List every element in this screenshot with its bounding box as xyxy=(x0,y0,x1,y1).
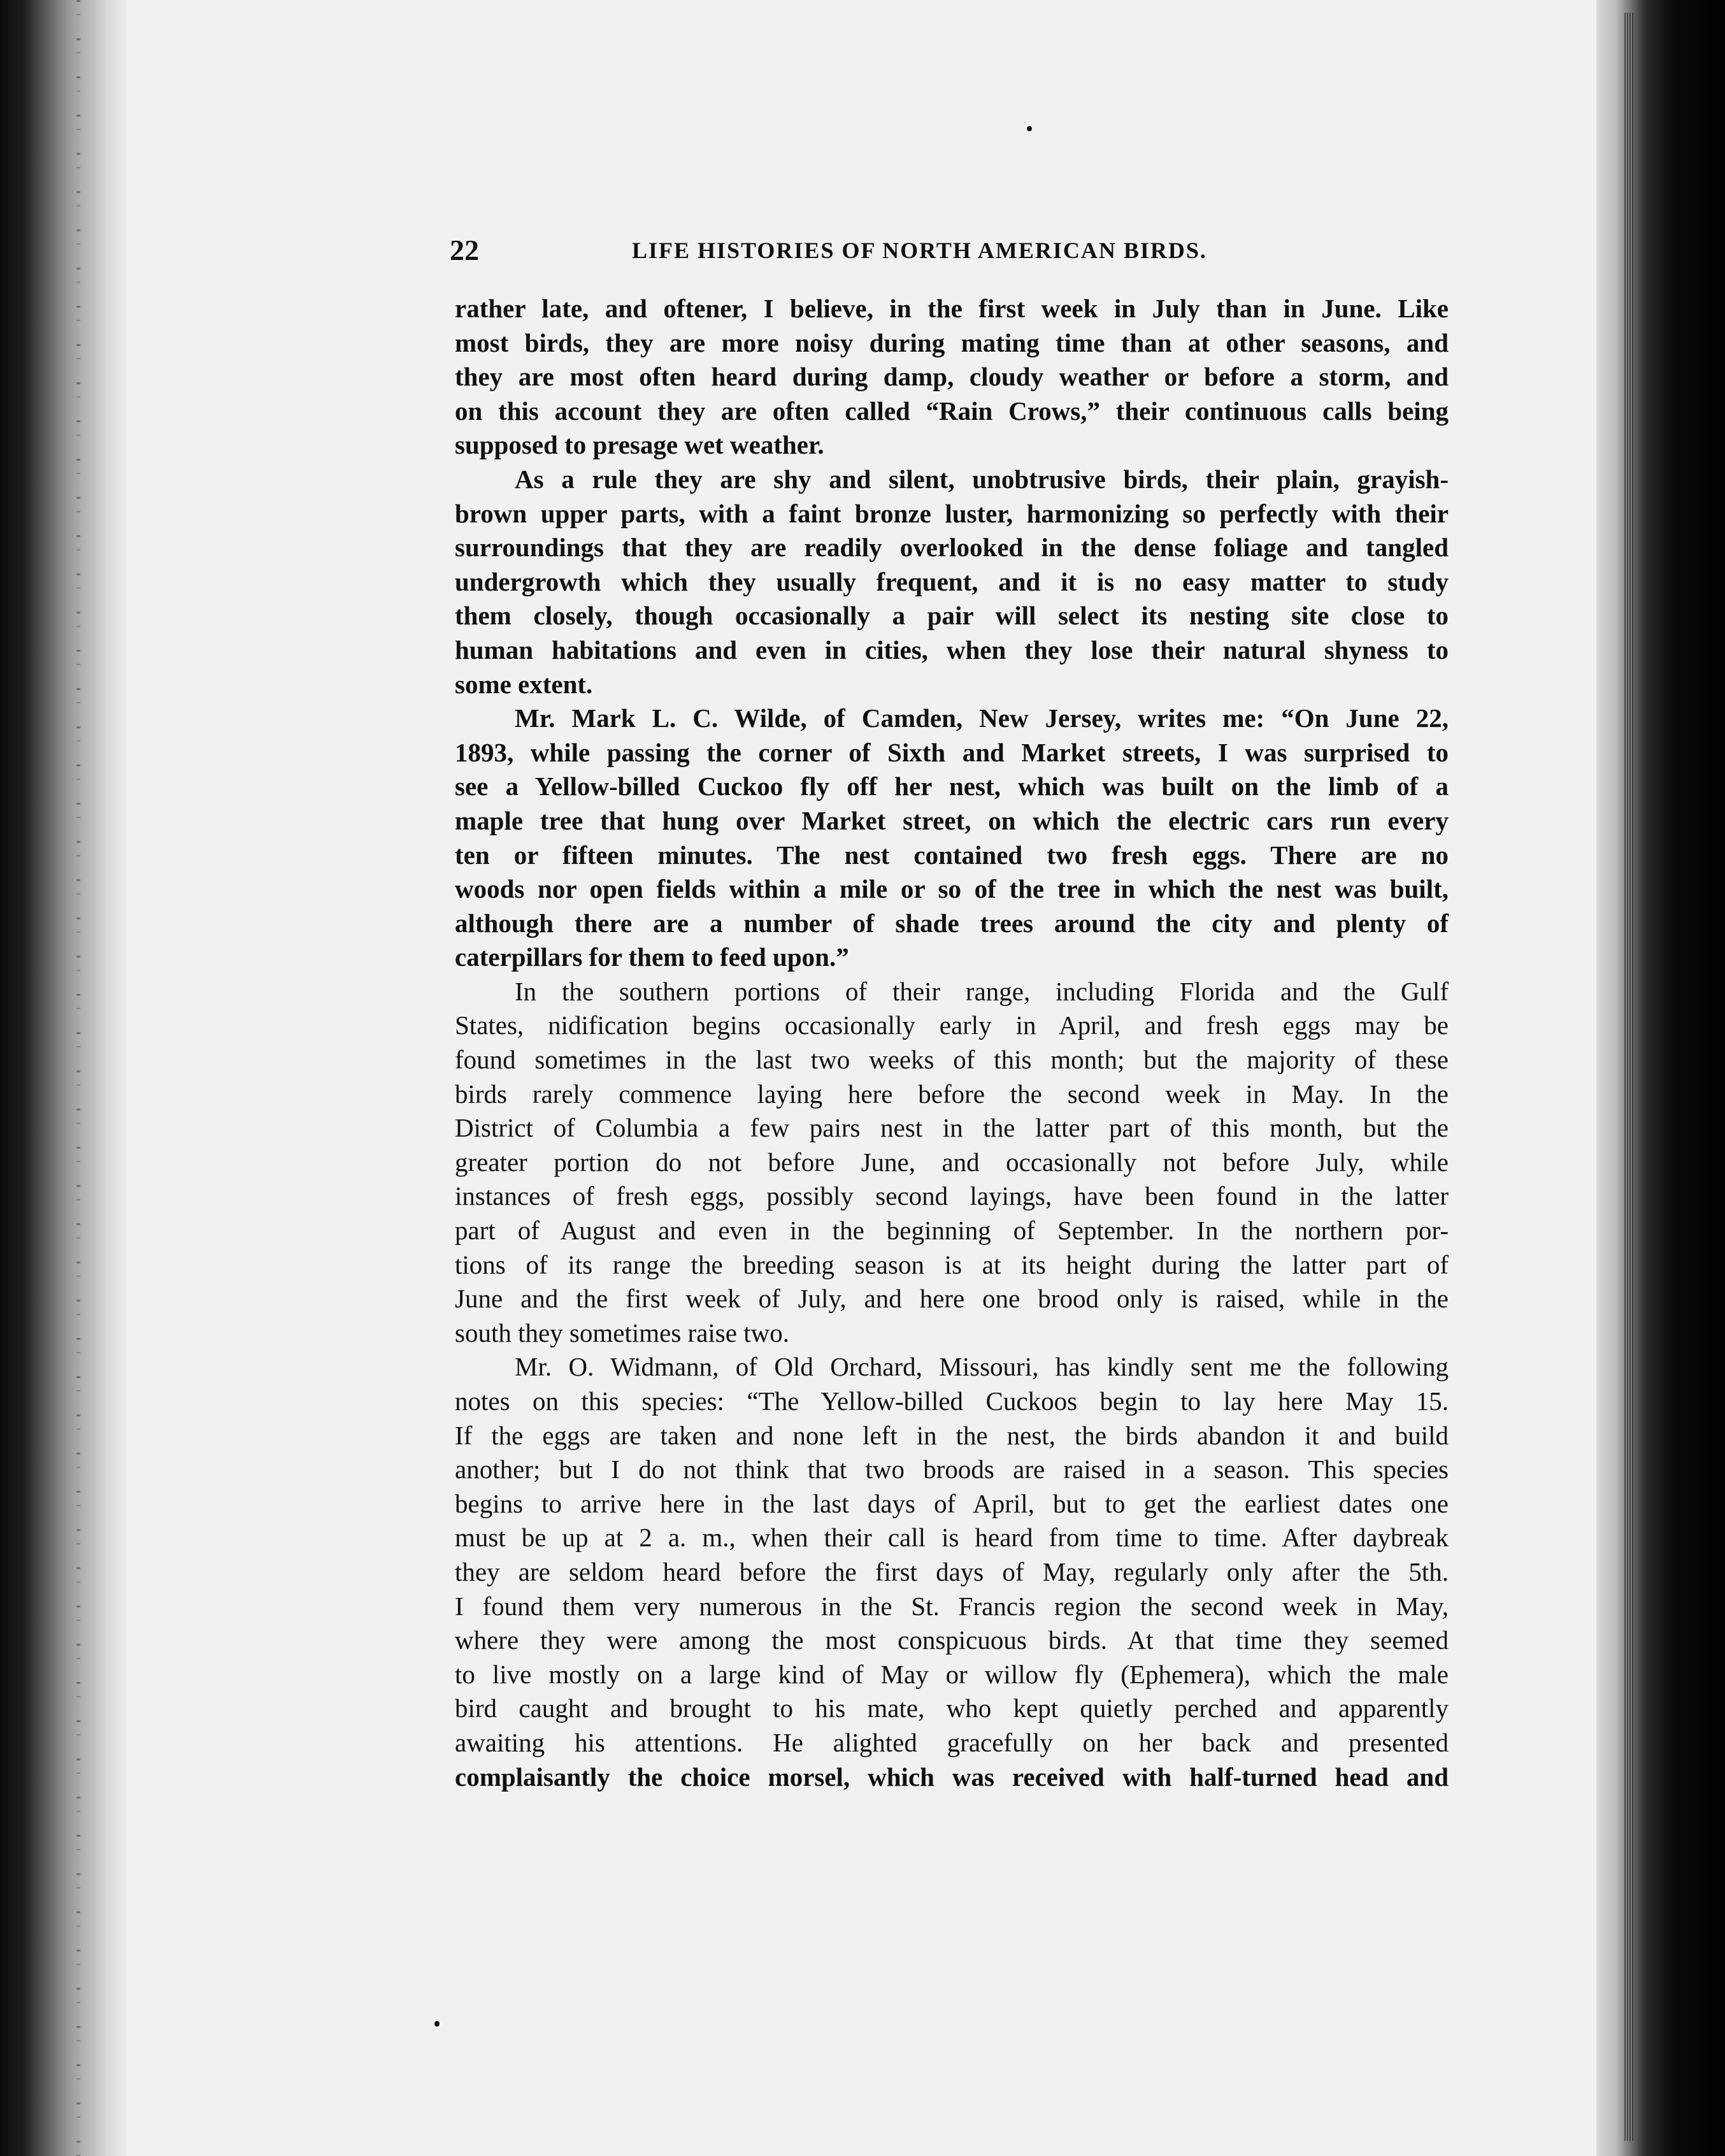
text-line: maple tree that hung over Market street, on which the electric cars run every xyxy=(455,805,1449,835)
text-line: they are most often heard during damp, cloudy weather or before a storm, and xyxy=(455,362,1449,392)
ink-speck xyxy=(1027,126,1032,131)
text-line: birds rarely commence laying here before the second week in May. In the xyxy=(455,1079,1449,1109)
text-line: where they were among the most conspicuous birds. At that time they seemed xyxy=(455,1625,1449,1655)
text-line: Mr. O. Widmann, of Old Orchard, Missouri, has kindly sent me the following xyxy=(515,1352,1449,1382)
text-line: part of August and even in the beginning of September. In the northern por- xyxy=(455,1216,1449,1246)
body-text xyxy=(455,292,1449,1794)
text-line: complaisantly the choice morsel, which was received with half-turned head and xyxy=(455,1762,1449,1792)
text-line: to live mostly on a large kind of May or willow fly (Ephemera), which the male xyxy=(455,1659,1449,1689)
text-line: As a rule they are shy and silent, unobtrusive birds, their plain, grayish- xyxy=(515,464,1449,494)
text-line: surroundings that they are readily overlooked in the dense foliage and tangled xyxy=(455,533,1449,563)
running-head-title: LIFE HISTORIES OF NORTH AMERICAN BIRDS. xyxy=(632,238,1207,263)
page-stack-edge xyxy=(1596,0,1725,2156)
text-line: begins to arrive here in the last days of April, but to get the earliest dates one xyxy=(455,1488,1449,1518)
text-line: I found them very numerous in the St. Francis region the second week in May, xyxy=(455,1591,1449,1621)
text-line: undergrowth which they usually frequent, and it is no easy matter to study xyxy=(455,566,1449,596)
text-line: brown upper parts, with a faint bronze luster, harmonizing so perfectly with their xyxy=(455,498,1449,528)
text-line: south they sometimes raise two. xyxy=(455,1318,789,1348)
text-line: 1893, while passing the corner of Sixth and Market streets, I was surprised to xyxy=(455,737,1449,767)
text-line: greater portion do not before June, and occasionally not before July, while xyxy=(455,1147,1449,1177)
text-line: another; but I do not think that two broods are raised in a season. This species xyxy=(455,1455,1449,1484)
book-binding-edge xyxy=(0,0,126,2156)
text-line: caterpillars for them to feed upon.” xyxy=(455,942,849,972)
text-line: them closely, though occasionally a pair will select its nesting site close to xyxy=(455,601,1449,631)
text-line: June and the first week of July, and here one brood only is raised, while in the xyxy=(455,1284,1449,1314)
ink-speck xyxy=(434,2021,440,2027)
text-line: instances of fresh eggs, possibly second layings, have been found in the latter xyxy=(455,1181,1449,1211)
text-line: ten or fifteen minutes. The nest contained two fresh eggs. There are no xyxy=(455,840,1449,870)
text-line: bird caught and brought to his mate, who kept quietly perched and apparently xyxy=(455,1693,1449,1723)
text-line: see a Yellow-billed Cuckoo fly off her nest, which was built on the limb of a xyxy=(455,772,1449,801)
text-line: rather late, and oftener, I believe, in the first week in July than in June. Like xyxy=(455,294,1449,323)
text-line: Mr. Mark L. C. Wilde, of Camden, New Jersey, writes me: “On June 22, xyxy=(515,703,1449,733)
text-line: supposed to presage wet weather. xyxy=(455,430,824,460)
text-line: If the eggs are taken and none left in the nest, the birds abandon it and build xyxy=(455,1420,1449,1450)
text-line: they are seldom heard before the first days of May, regularly only after the 5th. xyxy=(455,1556,1449,1586)
running-head xyxy=(450,233,1449,271)
text-line: most birds, they are more noisy during mating time than at other seasons, and xyxy=(455,327,1449,357)
text-line: must be up at 2 a. m., when their call is heard from time to time. After daybreak xyxy=(455,1523,1449,1553)
text-line: human habitations and even in cities, when they lose their natural shyness to xyxy=(455,635,1449,665)
text-line: notes on this species: “The Yellow-billed Cuckoos begin to lay here May 15. xyxy=(455,1386,1449,1416)
text-line: In the southern portions of their range, including Florida and the Gulf xyxy=(515,976,1449,1006)
text-line: on this account they are often called “Rain Crows,” their continuous calls being xyxy=(455,396,1449,426)
text-line: District of Columbia a few pairs nest in the latter part of this month, but the xyxy=(455,1113,1449,1143)
text-line: tions of its range the breeding season is at its height during the latter part of xyxy=(455,1249,1449,1279)
text-line: some extent. xyxy=(455,669,593,699)
text-line: States, nidification begins occasionally early in April, and fresh eggs may be xyxy=(455,1010,1449,1040)
text-line: awaiting his attentions. He alighted gracefully on her back and presented xyxy=(455,1727,1449,1757)
text-line: although there are a number of shade trees around the city and plenty of xyxy=(455,908,1449,938)
text-line: woods nor open fields within a mile or so of the tree in which the nest was built, xyxy=(455,874,1449,904)
page-number: 22 xyxy=(450,234,479,266)
text-line: found sometimes in the last two weeks of this month; but the majority of these xyxy=(455,1045,1449,1075)
